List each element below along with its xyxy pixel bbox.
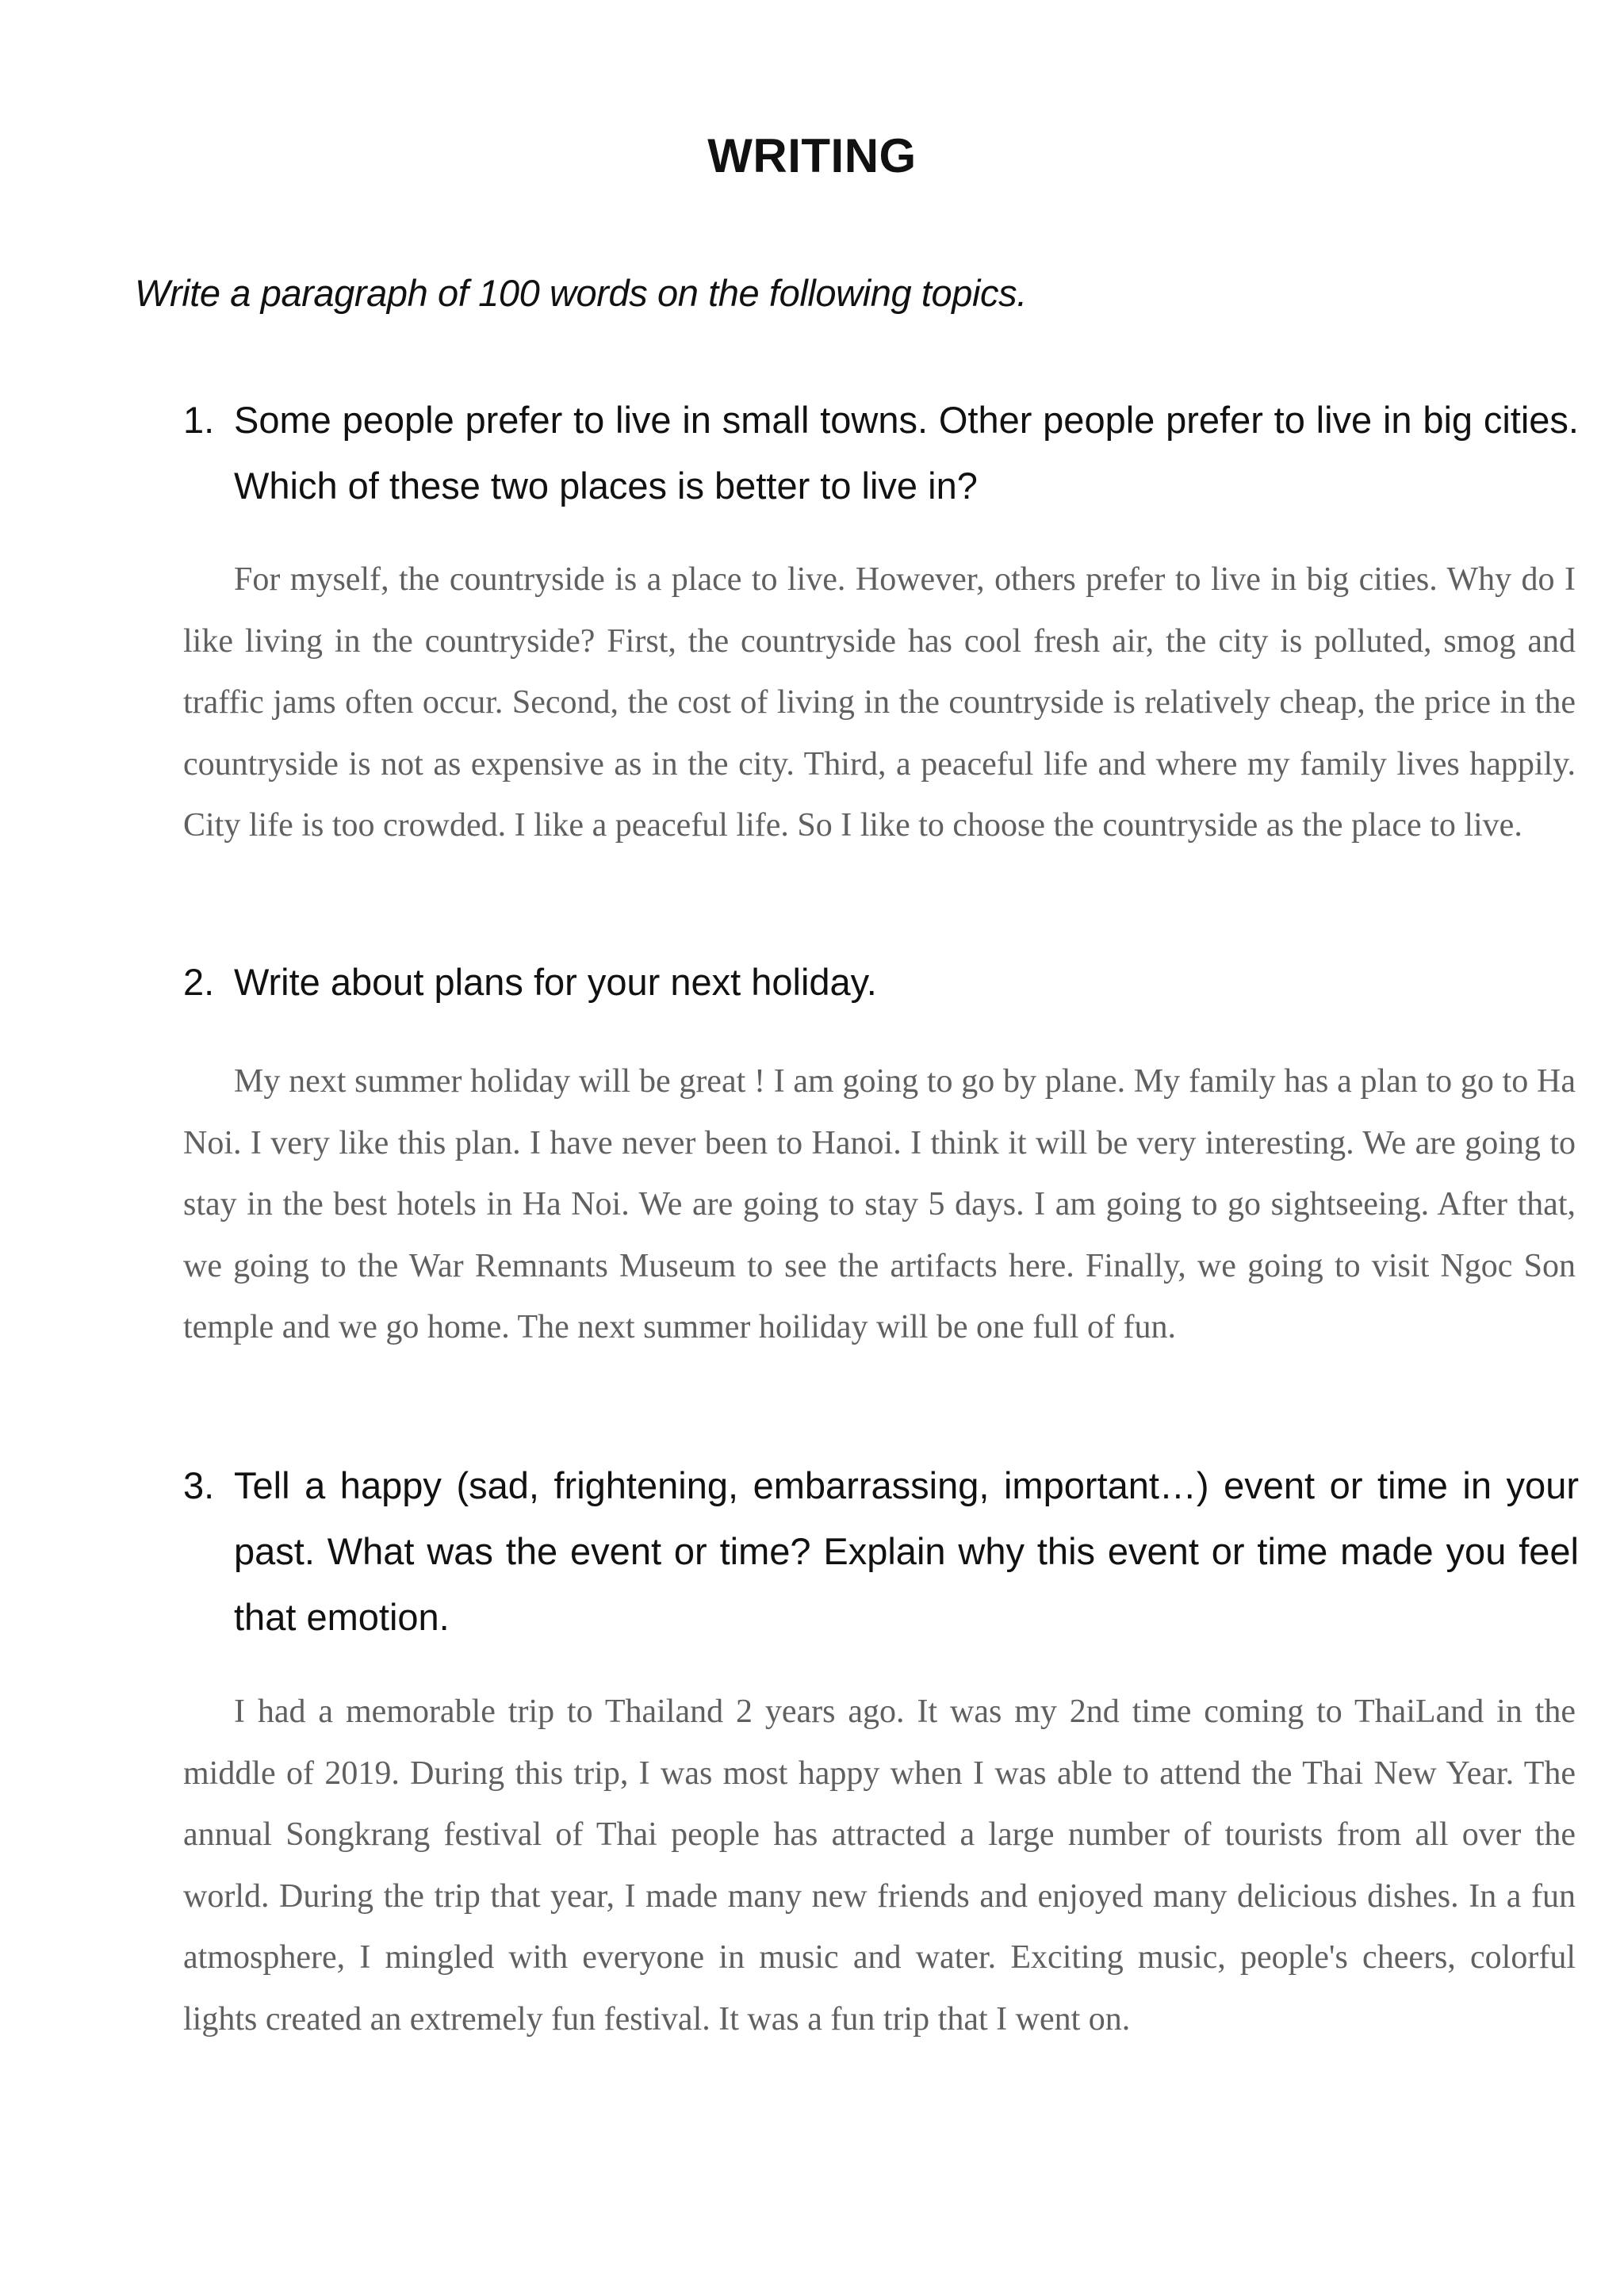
question-prompt: Write about plans for your next holiday. (234, 961, 877, 1003)
question-prompt: Some people prefer to live in small towns. Other people prefer to live in big cities. Which of these two places is better to live in? (234, 399, 1579, 507)
page-title: WRITING (707, 129, 917, 182)
answer-paragraph-1: For myself, the countryside is a place to live. However, others prefer to live in big cities. Why do I like living in the countryside? First, the countryside has cool fresh air, the city is polluted, smog and traffic jams often occur. Second, the cost of living in the countryside is relatively cheap, the price in the countryside is not as expensive as in the city. Third, a peaceful life and where my family lives happily. City life is too crowded. I like a peaceful life. So I like to choose the countryside as the place to live. (183, 561, 1576, 844)
question-prompt: Tell a happy (sad, frightening, embarrassing, important…) event or time in your past. What was the event or time? Explain why this event or time made you feel that emotion. (234, 1464, 1579, 1638)
question-2 (183, 949, 1579, 1015)
question-number: 1. (183, 399, 215, 441)
answer-paragraph-3: I had a memorable trip to Thailand 2 years ago. It was my 2nd time coming to ThaiLand in the middle of 2019. During this trip, I was most happy when I was able to attend the Thai New Year. The annual Songkrang festival of Thai people has attracted a large number of tourists from all over the world. During the trip that year, I made many new friends and enjoyed many delicious dishes. In a fun atmosphere, I mingled with everyone in music and water. Exciting music, people's cheers, colorful lights created an extremely fun festival. It was a fun trip that I went on. (183, 1693, 1576, 2038)
question-3 (183, 1452, 1579, 1650)
instruction-text: Write a paragraph of 100 words on the following topics. (135, 272, 1027, 314)
question-number: 2. (183, 961, 215, 1003)
question-number: 3. (183, 1464, 215, 1506)
answer-paragraph-2: My next summer holiday will be great ! I am going to go by plane. My family has a plan to go to Ha Noi. I very like this plan. I have never been to Hanoi. I think it will be very interesting. We are going to stay in the best hotels in Ha Noi. We are going to stay 5 days. I am going to go sightseeing. After that, we going to the War Remnants Museum to see the artifacts here. Finally, we going to visit Ngoc Son temple and we go home. The next summer hoiliday will be one full of fun. (183, 1063, 1576, 1346)
question-1 (183, 387, 1579, 519)
